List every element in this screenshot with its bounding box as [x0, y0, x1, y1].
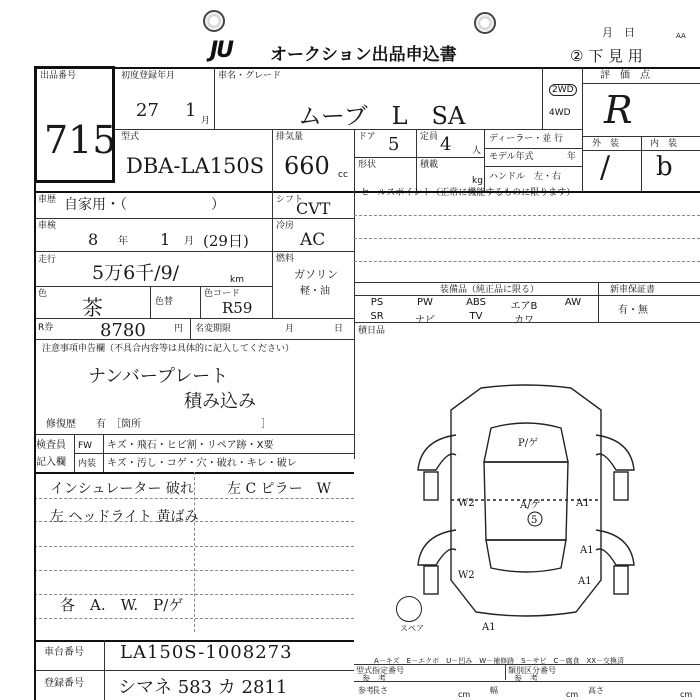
notice-label: 注意事項申告欄（不具合内容等は具体的に記入してください）: [42, 344, 295, 354]
exterior-label: 外 装: [592, 139, 620, 149]
shift-value: CVT: [296, 199, 331, 218]
report-line1b: 左 C ピラー W: [227, 481, 332, 497]
height-label: 高さ: [588, 686, 604, 695]
name-change-limit-label: 名変期限: [195, 324, 232, 334]
damage-legend: A－キズ E－エクボ U－凹み W－補修跡 S－サビ C－腐食 XX－交換済: [374, 657, 625, 665]
notice-line2: 積み込み: [184, 391, 256, 412]
length-label: 長さ: [372, 686, 388, 695]
mark-center: A/ゲ: [520, 500, 541, 511]
report-line2: 左 ヘッドライト 黄ばみ: [50, 509, 199, 525]
first-registration-month: 1: [185, 100, 197, 121]
repair-history-label: 修復歴 有 ［箇所 ］: [46, 419, 271, 430]
car-diagram: [396, 380, 656, 630]
class-number-label: 類別区分番号: [508, 666, 556, 675]
first-registration-year: 27: [136, 100, 159, 121]
ac-value: AC: [300, 230, 326, 250]
copy-label: ② 下 見 用: [570, 47, 643, 65]
dealer-label: ディーラー・並 行: [489, 134, 564, 144]
brand-logo: JU: [210, 38, 233, 63]
score-label: 評 価 点: [600, 70, 650, 81]
interior-label: 内 装: [650, 139, 678, 149]
inspector-label: 検査員: [36, 440, 66, 451]
model-year-unit: 年: [567, 152, 577, 162]
color-code-label: 色コード: [204, 289, 241, 299]
inspection-month: 1: [160, 230, 171, 249]
color-code-value: R59: [222, 299, 253, 317]
capacity-label: 定員: [420, 132, 439, 142]
drive-2wd: 2WD: [549, 84, 577, 96]
mark-right-mid: A1: [576, 498, 590, 509]
recycle-value: 8780: [100, 320, 146, 341]
class-number-sub: 参 考: [514, 674, 538, 683]
score-value: R: [604, 88, 633, 132]
history-value: 自家用・（ ）: [64, 197, 225, 213]
option-navi: ナビ: [415, 315, 435, 326]
option-abs: ABS: [466, 297, 486, 308]
color-value: 茶: [82, 296, 103, 320]
color-label: 色: [38, 289, 48, 299]
name-change-limit-month: 月: [285, 324, 295, 334]
check-fw-items: キズ・飛石・ヒビ割・リペア跡・X要: [107, 440, 274, 451]
spare-tire-label: スペア: [400, 624, 424, 633]
mileage-unit: km: [230, 275, 244, 285]
plate-label: 登録番号: [44, 678, 84, 689]
lot-number-value: 715: [44, 118, 117, 162]
recycle-unit: 円: [174, 324, 184, 334]
diagram-marks: [458, 437, 594, 630]
option-sr: SR: [370, 311, 384, 322]
color-change-label: 色替: [155, 297, 174, 307]
loaded-items-label: 積日品: [358, 326, 386, 336]
shift-label: シフト: [276, 195, 304, 205]
mark-left-rear: W2: [458, 570, 475, 581]
warranty-label: 新車保証書: [610, 285, 656, 295]
capacity-value: 4: [440, 134, 452, 155]
inspection-year-unit: 年: [118, 236, 128, 247]
displacement-unit: cc: [338, 170, 348, 180]
lot-number-label: 出品番号: [40, 71, 77, 81]
car-name-value: ムーブ L SA: [298, 102, 466, 130]
punch-hole-right: [474, 12, 496, 34]
capacity-unit: 人: [472, 146, 482, 156]
mileage-value: 5万6千/9/: [92, 262, 180, 284]
plate-value: シマネ 583 カ 2811: [118, 677, 288, 698]
car-name-label: 車名・グレード: [218, 71, 282, 81]
option-tv: TV: [469, 311, 483, 322]
ac-label: 冷房: [276, 221, 295, 231]
model-value: DBA-LA150S: [126, 154, 265, 178]
door-value: 5: [388, 134, 400, 155]
fuel-label: 燃料: [276, 254, 295, 264]
type-designation-sub: 参 考: [362, 674, 386, 683]
fuel-options: 軽・油: [300, 286, 330, 297]
shape-label: 形状: [358, 160, 377, 170]
spare-tire-circle: [396, 596, 422, 622]
height-unit: cm: [680, 690, 693, 699]
sales-point-label: セールスポイント（正常に機能するものに限ります）: [360, 188, 576, 198]
mileage-label: 走行: [38, 255, 57, 265]
notice-line1: ナンバープレート: [88, 366, 229, 387]
date-label: 月 日: [602, 26, 635, 39]
model-label: 型式: [121, 132, 140, 142]
punch-hole-left: [203, 10, 225, 32]
inspection-day: (29日): [203, 232, 249, 250]
load-label: 積載: [420, 160, 439, 170]
width-label: 幅: [490, 686, 498, 695]
length-unit: cm: [458, 690, 471, 699]
equipment-label: 装備品（純正品に限る）: [440, 285, 540, 295]
exterior-value: /: [600, 150, 611, 185]
warranty-value: 有・無: [618, 305, 648, 316]
drive-4wd: 4WD: [549, 108, 571, 118]
option-ps: PS: [370, 297, 384, 308]
history-label: 車歴: [38, 195, 57, 205]
interior-value: b: [656, 152, 673, 182]
inspection-month-unit: 月: [184, 236, 194, 247]
date-suffix: AA: [676, 32, 686, 40]
dims-label: 参考: [358, 686, 374, 695]
option-airbag: エアB: [510, 301, 538, 312]
option-aw: AW: [564, 297, 582, 308]
fuel-value: ガソリン: [294, 268, 338, 281]
form-title: オークション出品申込書: [270, 45, 457, 65]
displacement-label: 排気量: [276, 132, 304, 142]
displacement-value: 660: [284, 152, 330, 180]
mark-right-lower: A1: [580, 545, 594, 556]
model-year-label: モデル年式: [489, 152, 534, 162]
type-designation-label: 型式指定番号: [356, 666, 404, 675]
first-registration-label: 初度登録年月: [121, 71, 176, 81]
check-interior-items: キズ・汚し・コゲ・穴・破れ・キレ・破レ: [107, 458, 297, 469]
chassis-value: LA150S-1008273: [120, 642, 293, 663]
check-fw: FW: [78, 441, 93, 451]
inspection-year: 8: [88, 230, 99, 249]
recycle-label: R券: [38, 323, 54, 333]
mark-left-mid: W2: [458, 498, 475, 509]
mark-roof: P/ゲ: [518, 438, 539, 449]
report-line3: 各 A. W. P/ゲ: [60, 596, 184, 614]
option-leather: カワ: [514, 315, 534, 326]
first-registration-month-unit: 月: [201, 116, 211, 126]
check-interior: 内装: [78, 459, 97, 469]
width-unit: cm: [566, 690, 579, 699]
mark-bottom: A1: [482, 622, 496, 630]
mark-center-circle: 5: [531, 515, 538, 526]
door-label: ドア: [358, 132, 376, 142]
inspection-label: 車検: [38, 221, 57, 231]
chassis-label: 車台番号: [44, 647, 84, 658]
load-unit: kg: [472, 176, 483, 186]
report-line1a: インシュレーター 破れ: [50, 481, 194, 497]
entry-label: 記入欄: [36, 457, 66, 468]
mark-right-rear: A1: [578, 576, 592, 587]
handle-label: ハンドル 左・右: [489, 172, 562, 182]
name-change-limit-day: 日: [334, 324, 344, 334]
option-pw: PW: [417, 297, 433, 308]
